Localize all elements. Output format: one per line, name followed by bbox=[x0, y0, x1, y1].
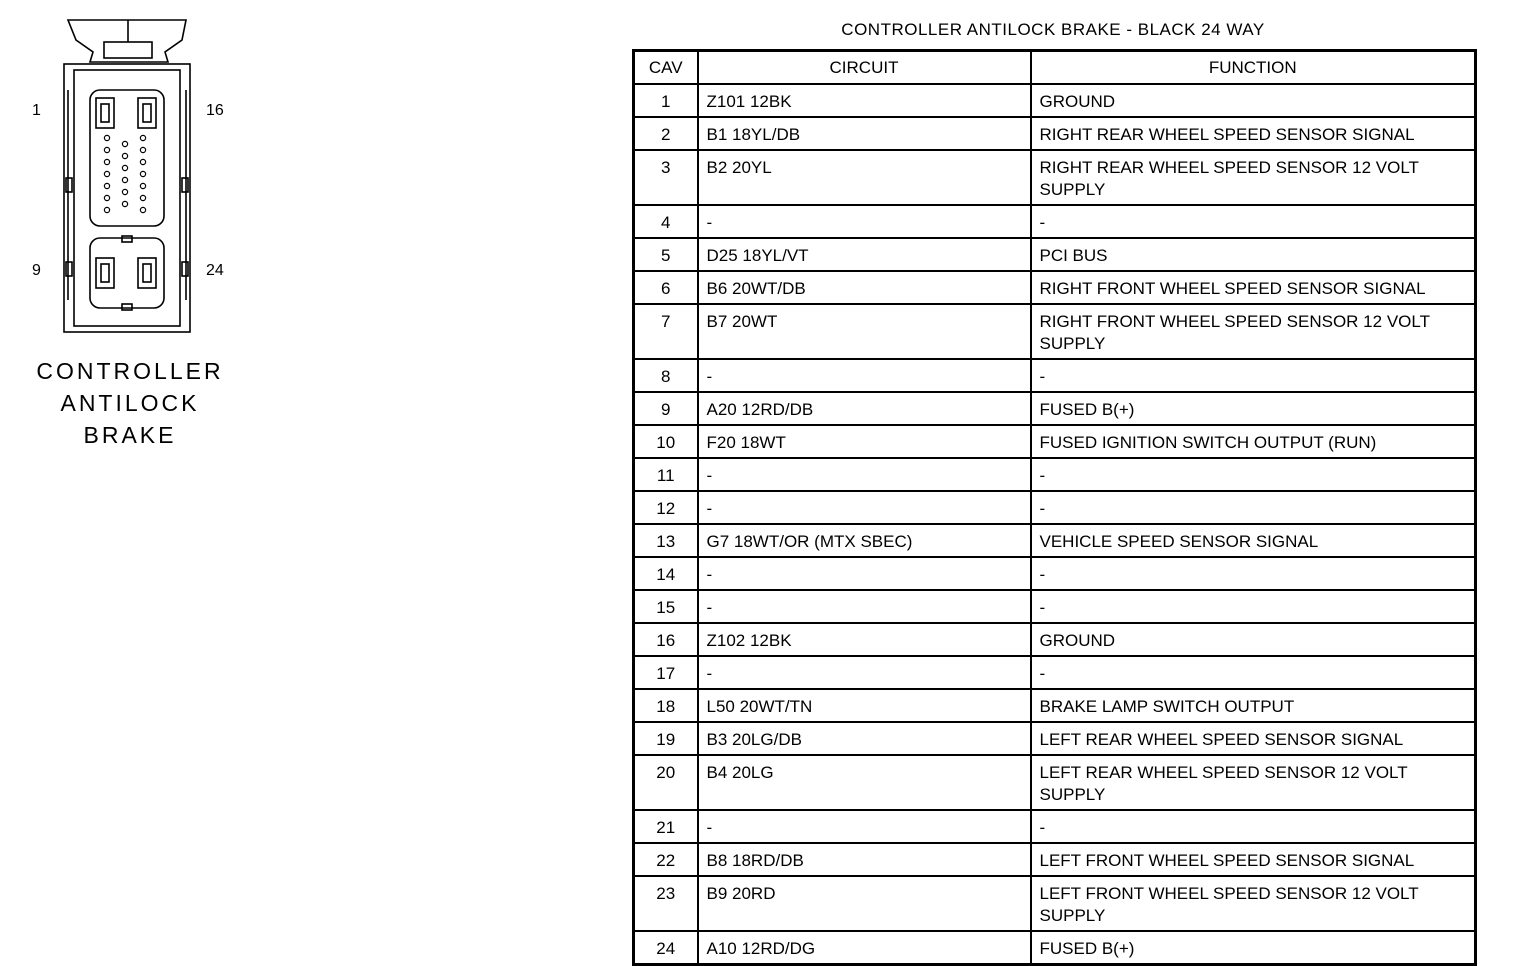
table-row bbox=[634, 458, 1476, 491]
connector-name-line-2: ANTILOCK bbox=[60, 390, 200, 416]
table-row bbox=[634, 491, 1476, 524]
table-row bbox=[634, 359, 1476, 392]
cell-circuit: - bbox=[698, 810, 1031, 843]
cell-circuit: A20 12RD/DB bbox=[698, 392, 1031, 425]
table-row bbox=[634, 524, 1476, 557]
cell-function: GROUND bbox=[1031, 84, 1476, 117]
table-row bbox=[634, 755, 1476, 810]
pin-label-24: 24 bbox=[206, 262, 224, 279]
cell-cav: 5 bbox=[634, 238, 698, 271]
cell-cav: 10 bbox=[634, 425, 698, 458]
cell-cav: 16 bbox=[634, 623, 698, 656]
cell-circuit: L50 20WT/TN bbox=[698, 689, 1031, 722]
cell-cav: 22 bbox=[634, 843, 698, 876]
cell-function: GROUND bbox=[1031, 623, 1476, 656]
table-row bbox=[634, 590, 1476, 623]
cell-circuit: - bbox=[698, 557, 1031, 590]
connector-face-drawing bbox=[0, 0, 260, 345]
cell-cav: 4 bbox=[634, 205, 698, 238]
terminal-latch-right bbox=[138, 98, 156, 128]
cell-function: FUSED IGNITION SWITCH OUTPUT (RUN) bbox=[1031, 425, 1476, 458]
cell-function: LEFT REAR WHEEL SPEED SENSOR 12 VOLT SUPPLY bbox=[1031, 755, 1476, 810]
cell-cav: 19 bbox=[634, 722, 698, 755]
table-row bbox=[634, 623, 1476, 656]
cell-function: - bbox=[1031, 557, 1476, 590]
cell-cav: 15 bbox=[634, 590, 698, 623]
table-row bbox=[634, 557, 1476, 590]
power-terminal-right bbox=[138, 258, 156, 288]
table-row bbox=[634, 117, 1476, 150]
cell-cav: 11 bbox=[634, 458, 698, 491]
header-circuit: CIRCUIT bbox=[698, 51, 1031, 85]
header-cav: CAV bbox=[634, 51, 698, 85]
power-terminal-left bbox=[96, 258, 114, 288]
cell-cav: 2 bbox=[634, 117, 698, 150]
cell-function: RIGHT REAR WHEEL SPEED SENSOR SIGNAL bbox=[1031, 117, 1476, 150]
header-function: FUNCTION bbox=[1031, 51, 1476, 85]
cell-function: - bbox=[1031, 590, 1476, 623]
cell-function: - bbox=[1031, 359, 1476, 392]
table-row bbox=[634, 876, 1476, 931]
cell-cav: 13 bbox=[634, 524, 698, 557]
table-row bbox=[634, 843, 1476, 876]
cell-function: BRAKE LAMP SWITCH OUTPUT bbox=[1031, 689, 1476, 722]
cell-cav: 23 bbox=[634, 876, 698, 931]
cell-function: PCI BUS bbox=[1031, 238, 1476, 271]
cell-circuit: B2 20YL bbox=[698, 150, 1031, 205]
cell-circuit: B9 20RD bbox=[698, 876, 1031, 931]
cell-circuit: - bbox=[698, 590, 1031, 623]
cell-function: - bbox=[1031, 491, 1476, 524]
cell-cav: 3 bbox=[634, 150, 698, 205]
cell-cav: 20 bbox=[634, 755, 698, 810]
table-row bbox=[634, 84, 1476, 117]
cell-circuit: - bbox=[698, 205, 1031, 238]
cell-circuit: Z101 12BK bbox=[698, 84, 1031, 117]
connector-name-line-3: BRAKE bbox=[83, 422, 177, 448]
table-header-row bbox=[634, 51, 1476, 85]
connector-housing bbox=[64, 64, 190, 332]
cell-circuit: A10 12RD/DG bbox=[698, 931, 1031, 965]
cell-cav: 9 bbox=[634, 392, 698, 425]
cell-function: - bbox=[1031, 458, 1476, 491]
table-row bbox=[634, 722, 1476, 755]
cell-function: RIGHT REAR WHEEL SPEED SENSOR 12 VOLT SUPPLY bbox=[1031, 150, 1476, 205]
pin-label-1: 1 bbox=[32, 102, 41, 119]
cell-cav: 7 bbox=[634, 304, 698, 359]
table-row bbox=[634, 931, 1476, 965]
table-row bbox=[634, 425, 1476, 458]
cell-function: FUSED B(+) bbox=[1031, 931, 1476, 965]
table-row bbox=[634, 238, 1476, 271]
table-title: CONTROLLER ANTILOCK BRAKE - BLACK 24 WAY bbox=[841, 20, 1265, 39]
cell-circuit: B8 18RD/DB bbox=[698, 843, 1031, 876]
cell-function: - bbox=[1031, 205, 1476, 238]
table-row bbox=[634, 205, 1476, 238]
cell-circuit: - bbox=[698, 359, 1031, 392]
cell-circuit: B1 18YL/DB bbox=[698, 117, 1031, 150]
cell-function: FUSED B(+) bbox=[1031, 392, 1476, 425]
table-row bbox=[634, 689, 1476, 722]
cell-cav: 21 bbox=[634, 810, 698, 843]
cell-cav: 8 bbox=[634, 359, 698, 392]
cell-cav: 18 bbox=[634, 689, 698, 722]
table-row bbox=[634, 304, 1476, 359]
table-row bbox=[634, 271, 1476, 304]
cell-cav: 6 bbox=[634, 271, 698, 304]
pinout-table bbox=[632, 49, 1477, 966]
table-row bbox=[634, 392, 1476, 425]
cell-circuit: - bbox=[698, 491, 1031, 524]
cell-function: RIGHT FRONT WHEEL SPEED SENSOR 12 VOLT SUPPLY bbox=[1031, 304, 1476, 359]
cell-function: - bbox=[1031, 810, 1476, 843]
cell-function: VEHICLE SPEED SENSOR SIGNAL bbox=[1031, 524, 1476, 557]
cell-cav: 12 bbox=[634, 491, 698, 524]
cell-circuit: F20 18WT bbox=[698, 425, 1031, 458]
table-row bbox=[634, 810, 1476, 843]
cell-cav: 17 bbox=[634, 656, 698, 689]
cell-circuit: G7 18WT/OR (MTX SBEC) bbox=[698, 524, 1031, 557]
cell-circuit: B6 20WT/DB bbox=[698, 271, 1031, 304]
pin-label-9: 9 bbox=[32, 262, 41, 279]
cell-circuit: B4 20LG bbox=[698, 755, 1031, 810]
table-row bbox=[634, 656, 1476, 689]
cell-cav: 24 bbox=[634, 931, 698, 965]
cell-circuit: B7 20WT bbox=[698, 304, 1031, 359]
cell-circuit: - bbox=[698, 656, 1031, 689]
cell-circuit: D25 18YL/VT bbox=[698, 238, 1031, 271]
cell-function: - bbox=[1031, 656, 1476, 689]
cell-function: LEFT FRONT WHEEL SPEED SENSOR SIGNAL bbox=[1031, 843, 1476, 876]
cell-function: RIGHT FRONT WHEEL SPEED SENSOR SIGNAL bbox=[1031, 271, 1476, 304]
cell-circuit: B3 20LG/DB bbox=[698, 722, 1031, 755]
cell-function: LEFT REAR WHEEL SPEED SENSOR SIGNAL bbox=[1031, 722, 1476, 755]
cell-function: LEFT FRONT WHEEL SPEED SENSOR 12 VOLT SUPPLY bbox=[1031, 876, 1476, 931]
connector-latch bbox=[68, 20, 186, 62]
connector-name-line-1: CONTROLLER bbox=[36, 358, 224, 384]
cell-circuit: - bbox=[698, 458, 1031, 491]
pin-label-16: 16 bbox=[206, 102, 224, 119]
terminal-latch-left bbox=[96, 98, 114, 128]
cell-circuit: Z102 12BK bbox=[698, 623, 1031, 656]
cell-cav: 1 bbox=[634, 84, 698, 117]
table-row bbox=[634, 150, 1476, 205]
terminal-pins bbox=[104, 135, 145, 212]
cell-cav: 14 bbox=[634, 557, 698, 590]
